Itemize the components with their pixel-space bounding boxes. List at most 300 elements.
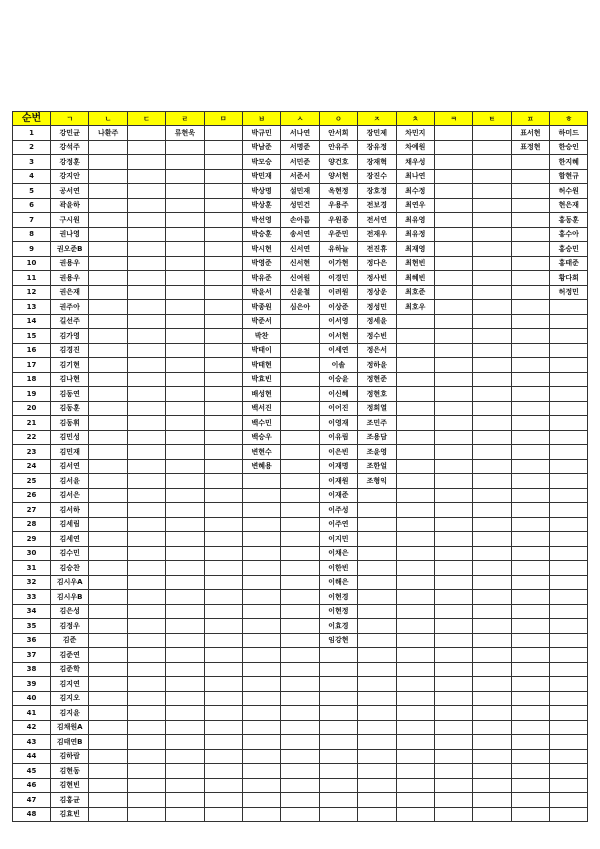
row-number-cell: 21 [13,416,51,431]
name-cell: 정성민 [358,300,396,315]
name-cell: 이신혜 [319,387,357,402]
name-cell [127,474,165,489]
name-cell [511,314,549,329]
name-cell [473,155,511,170]
name-cell [127,271,165,286]
name-cell [511,633,549,648]
name-cell: 박모승 [242,155,280,170]
name-cell [511,387,549,402]
name-cell [281,807,319,822]
name-cell: 정현호 [358,387,396,402]
name-cell [242,778,280,793]
name-cell [281,778,319,793]
name-cell [550,314,588,329]
name-cell [204,532,242,547]
roster-table [12,111,588,822]
name-cell: 장진수 [358,169,396,184]
name-cell [473,169,511,184]
name-cell [242,575,280,590]
name-cell: 박종원 [242,300,280,315]
name-cell: 장호정 [358,184,396,199]
name-cell [511,198,549,213]
name-cell [473,314,511,329]
name-cell: 설민재 [281,184,319,199]
name-cell: 배성현 [242,387,280,402]
name-cell [434,735,472,750]
row-number-cell: 22 [13,430,51,445]
name-cell [127,793,165,808]
name-cell [550,488,588,503]
name-cell [166,445,204,460]
name-cell [166,488,204,503]
name-cell [281,648,319,663]
name-cell [434,590,472,605]
name-cell [89,155,127,170]
name-cell [127,575,165,590]
name-cell: 김동연 [51,387,89,402]
name-cell: 권용우 [51,271,89,286]
table-row [13,213,588,228]
name-cell [358,677,396,692]
name-cell [319,749,357,764]
name-cell [396,445,434,460]
name-cell [396,517,434,532]
name-cell: 박승훈 [242,227,280,242]
row-number-cell: 23 [13,445,51,460]
name-cell: 강석주 [51,140,89,155]
name-cell: 박태이 [242,343,280,358]
name-cell [434,343,472,358]
name-cell [396,793,434,808]
row-number-cell: 30 [13,546,51,561]
name-cell [473,401,511,416]
name-cell: 현은재 [550,198,588,213]
name-cell [434,575,472,590]
name-cell: 박유준 [242,271,280,286]
name-cell: 조민주 [358,416,396,431]
name-cell: 박태현 [242,358,280,373]
header-cell-consonant: ㅊ [396,112,434,126]
name-cell [358,619,396,634]
name-cell [204,546,242,561]
row-number-cell: 47 [13,793,51,808]
name-cell: 이유림 [319,430,357,445]
name-cell [204,285,242,300]
name-cell [396,329,434,344]
name-cell [166,546,204,561]
name-cell [511,285,549,300]
name-cell [89,793,127,808]
name-cell [358,590,396,605]
name-cell [204,778,242,793]
name-cell [242,546,280,561]
name-cell: 김승찬 [51,561,89,576]
name-cell [89,546,127,561]
name-cell [127,706,165,721]
table-row [13,416,588,431]
name-cell: 최호준 [396,285,434,300]
name-cell [242,561,280,576]
name-cell: 김현동 [51,764,89,779]
name-cell: 우준민 [319,227,357,242]
name-cell [127,517,165,532]
name-cell [473,242,511,257]
name-cell [396,401,434,416]
name-cell [473,735,511,750]
row-number-cell: 42 [13,720,51,735]
name-cell [166,706,204,721]
name-cell [204,198,242,213]
name-cell [127,227,165,242]
name-cell [550,459,588,474]
name-cell [434,445,472,460]
name-cell [434,749,472,764]
name-cell [204,213,242,228]
name-cell: 김현빈 [51,778,89,793]
name-cell: 변혜용 [242,459,280,474]
name-cell [166,271,204,286]
name-cell [434,517,472,532]
table-row [13,140,588,155]
table-row [13,546,588,561]
name-cell [434,227,472,242]
name-cell [242,517,280,532]
name-cell: 구시원 [51,213,89,228]
name-cell [242,691,280,706]
name-cell [242,633,280,648]
table-row [13,126,588,141]
name-cell [127,648,165,663]
row-number-cell: 14 [13,314,51,329]
name-cell [281,590,319,605]
name-cell [127,314,165,329]
name-cell: 김세연 [51,532,89,547]
name-cell [127,213,165,228]
name-cell [358,633,396,648]
name-cell: 최재영 [396,242,434,257]
row-number-cell: 31 [13,561,51,576]
table-row [13,329,588,344]
name-cell [319,648,357,663]
name-cell: 박규민 [242,126,280,141]
table-row [13,619,588,634]
header-cell-consonant: ㄱ [51,112,89,126]
row-number-cell: 34 [13,604,51,619]
name-cell: 김서윤 [51,474,89,489]
name-cell [127,198,165,213]
name-cell [473,474,511,489]
table-row [13,749,588,764]
name-cell [281,459,319,474]
name-cell: 최유영 [396,213,434,228]
name-cell [166,343,204,358]
name-cell [550,662,588,677]
name-cell [127,532,165,547]
name-cell [473,764,511,779]
name-cell [166,662,204,677]
name-cell [127,561,165,576]
name-cell [166,561,204,576]
table-row [13,372,588,387]
name-cell [473,807,511,822]
header-cell-consonant: ㅈ [358,112,396,126]
name-cell [511,401,549,416]
name-cell [166,314,204,329]
name-cell [89,561,127,576]
name-cell [166,401,204,416]
name-cell [242,706,280,721]
name-cell [166,764,204,779]
table-row [13,169,588,184]
name-cell [89,575,127,590]
name-cell [550,546,588,561]
name-cell [281,358,319,373]
name-cell [473,372,511,387]
name-cell [358,532,396,547]
name-cell [550,401,588,416]
name-cell [473,633,511,648]
name-cell [511,256,549,271]
name-cell: 최현빈 [396,256,434,271]
name-cell [396,546,434,561]
header-cell-consonant: ㅅ [281,112,319,126]
name-cell [396,691,434,706]
name-cell: 박시현 [242,242,280,257]
name-cell [89,184,127,199]
name-cell [434,184,472,199]
name-cell [204,271,242,286]
table-row [13,155,588,170]
row-number-cell: 3 [13,155,51,170]
name-cell [281,735,319,750]
name-cell [166,575,204,590]
header-cell-consonant: ㅌ [473,112,511,126]
name-cell [166,329,204,344]
name-cell [281,561,319,576]
name-cell: 홍승민 [550,242,588,257]
name-cell [434,416,472,431]
name-cell: 최연우 [396,198,434,213]
name-cell [434,459,472,474]
name-cell [434,619,472,634]
name-cell [473,749,511,764]
name-cell [319,720,357,735]
name-cell [89,329,127,344]
row-number-cell: 18 [13,372,51,387]
name-cell [434,807,472,822]
name-cell [434,561,472,576]
name-cell [166,300,204,315]
name-cell [550,329,588,344]
name-cell: 최수정 [396,184,434,199]
name-cell [396,474,434,489]
name-cell [127,720,165,735]
name-cell [511,561,549,576]
name-cell [127,155,165,170]
name-cell [127,807,165,822]
table-row [13,778,588,793]
name-cell [204,764,242,779]
name-cell [127,604,165,619]
name-cell: 정세윤 [358,314,396,329]
name-cell [89,372,127,387]
name-cell [281,662,319,677]
name-cell [511,604,549,619]
table-row [13,474,588,489]
name-cell [358,764,396,779]
name-cell [319,691,357,706]
name-cell [89,662,127,677]
name-cell [204,706,242,721]
name-cell: 김서하 [51,503,89,518]
name-cell [396,590,434,605]
name-cell [89,720,127,735]
name-cell: 이려원 [319,285,357,300]
name-cell [473,329,511,344]
name-cell [166,285,204,300]
name-cell [511,706,549,721]
table-row [13,575,588,590]
name-cell [473,184,511,199]
name-cell [281,706,319,721]
name-cell [204,372,242,387]
name-cell [511,430,549,445]
name-cell [204,126,242,141]
name-cell [550,387,588,402]
header-cell-consonant: ㅇ [319,112,357,126]
name-cell: 이현정 [319,604,357,619]
name-cell [242,590,280,605]
name-cell [358,488,396,503]
name-cell: 김세림 [51,517,89,532]
table-row [13,445,588,460]
name-cell [396,807,434,822]
name-cell [473,459,511,474]
row-number-cell: 4 [13,169,51,184]
table-row [13,314,588,329]
name-cell [396,459,434,474]
name-cell [242,749,280,764]
name-cell [396,532,434,547]
name-cell [204,474,242,489]
name-cell: 김경진 [51,343,89,358]
name-cell: 김채원A [51,720,89,735]
name-cell [166,619,204,634]
name-cell [550,619,588,634]
name-cell: 김가영 [51,329,89,344]
name-cell [550,416,588,431]
name-cell [127,590,165,605]
name-cell [89,169,127,184]
name-cell [127,358,165,373]
row-number-cell: 33 [13,590,51,605]
table-row [13,764,588,779]
name-cell [396,735,434,750]
name-cell [434,387,472,402]
name-cell [319,764,357,779]
name-cell [473,227,511,242]
name-cell [242,648,280,663]
name-cell: 김태연B [51,735,89,750]
name-cell [89,242,127,257]
name-cell [166,430,204,445]
name-cell: 장유정 [358,140,396,155]
name-cell [511,735,549,750]
name-cell [396,314,434,329]
name-cell [319,677,357,692]
name-cell: 이어진 [319,401,357,416]
row-number-cell: 17 [13,358,51,373]
row-number-cell: 32 [13,575,51,590]
name-cell [511,271,549,286]
name-cell [89,517,127,532]
name-cell [89,198,127,213]
table-row [13,604,588,619]
name-cell: 권나영 [51,227,89,242]
name-cell [281,720,319,735]
table-row [13,662,588,677]
name-cell [473,503,511,518]
name-cell: 최호우 [396,300,434,315]
name-cell [319,735,357,750]
name-cell [511,459,549,474]
name-cell: 신윤철 [281,285,319,300]
name-cell [434,474,472,489]
row-number-cell: 13 [13,300,51,315]
name-cell: 최유정 [396,227,434,242]
name-cell: 김기현 [51,358,89,373]
table-row [13,488,588,503]
name-cell [550,358,588,373]
name-cell [358,517,396,532]
name-cell [204,329,242,344]
name-cell [434,488,472,503]
name-cell [358,503,396,518]
name-cell [511,778,549,793]
name-cell [396,706,434,721]
name-cell [242,764,280,779]
name-cell [89,459,127,474]
name-cell [281,677,319,692]
table-row [13,285,588,300]
name-cell [396,604,434,619]
name-cell [166,184,204,199]
header-row [13,112,588,126]
name-cell [550,677,588,692]
name-cell [434,604,472,619]
name-cell [166,387,204,402]
row-number-cell: 9 [13,242,51,257]
name-cell: 서명준 [281,140,319,155]
name-cell [396,358,434,373]
name-cell: 김서연 [51,459,89,474]
name-cell [89,691,127,706]
name-cell [89,300,127,315]
table-row [13,517,588,532]
table-row [13,807,588,822]
name-cell [434,372,472,387]
row-number-cell: 45 [13,764,51,779]
name-cell: 이서영 [319,314,357,329]
name-cell [127,764,165,779]
name-cell [281,416,319,431]
name-cell: 홍태준 [550,256,588,271]
name-cell [434,256,472,271]
name-cell [473,662,511,677]
name-cell [550,300,588,315]
name-cell [396,648,434,663]
name-cell [550,604,588,619]
